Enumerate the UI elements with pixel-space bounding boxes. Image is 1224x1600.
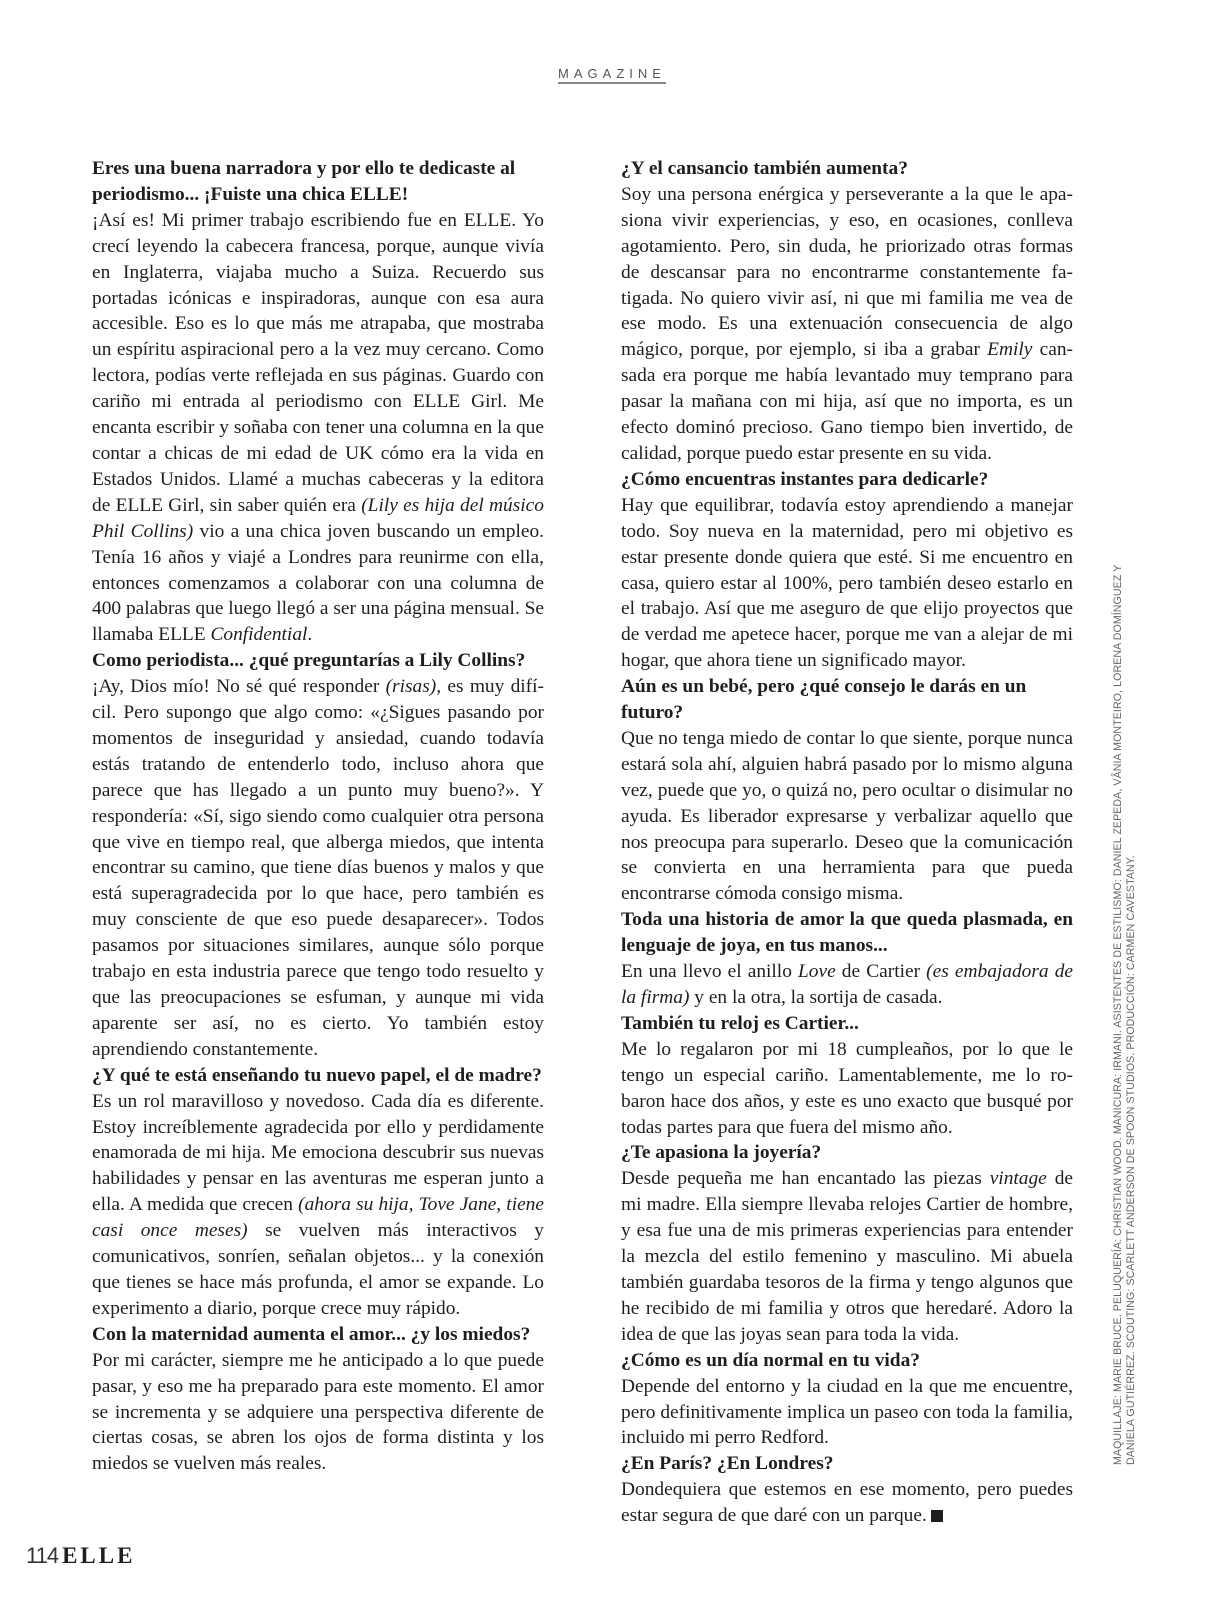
credits-line-2: DANIELA GUTIÉRREZ. SCOUTING: SCARLETT ANDERSON DE SPOON STUDIOS. PRODUCCIÓN: CARMEN CAVESTANY. (1125, 855, 1137, 1465)
answer-text: Es un rol maravilloso y novedoso. Cada día es diferente. Estoy increíblemente agradecida por ello y perdidamente enamorada de mi hija. Me emociona descubrir sus nuevas habilidades y pensar en las aventuras me esperan junto a ella. A medida que crecen (92, 1090, 544, 1216)
interview-answer (621, 726, 1073, 907)
answer-text: Que no tenga miedo de contar lo que siente, porque nunca estará sola ahí, alguien habrá pasado por lo mismo alguna vez, puede que yo, o quizá no, pero ocultar o disimular no ayuda. Es liberador expresarse y verbalizar aquello que nos preocupa para superarlo. Deseo que la comunicación se convierta en una herramienta para que pueda encontrarse cómoda consigo misma. (621, 727, 1073, 905)
answer-text: Por mi carácter, siempre me he anticipado a lo que puede pasar, y eso me ha preparado para este momento. El amor se incrementa y se adquiere una perspectiva diferente de ciertas cosas, se abren los ojos de forma distinta y los miedos se vuelven más reales. (92, 1349, 544, 1475)
photo-credits (1112, 565, 1138, 1465)
answer-text: es muy difícil. Pero supongo que algo como: «¿Sigues pasando por momentos de inseguridad y ansiedad, cuando todavía estás tratando de entenderlo todo, incluso ahora que parece que has llegado a un punto muy bueno?». Y respondería: «Sí, sigo siendo como cualquier otra persona que vive en tiempo real, que alberga miedos, que intenta encontrar su camino, que tiene días buenos y malos y que está superagradecida por lo que hace, pero también es muy consciente de que eso puede desaparecer». Todos pasamos por situaciones similares, aunque sólo porque trabajo en esta industria parece que tengo todo resuelto y que las preocupaciones se esfuman, y aunque mi vida aparente ser así, no es cierto. Yo también estoy aprendiendo constantemente. (92, 676, 544, 1060)
interview-answer (621, 1037, 1073, 1141)
interview-answer (92, 208, 544, 648)
answer-text: y en la otra, la sortija de casada. (689, 987, 943, 1008)
interview-answer (92, 1089, 544, 1322)
interview-question: ¿Cómo es un día normal en tu vida? (621, 1349, 920, 1371)
interview-answer (621, 1166, 1073, 1347)
interview-answer (621, 959, 1073, 1011)
interview-question: Eres una buena narradora y por ello te dedicaste al periodismo... ¡Fuiste una chica ELLE! (92, 158, 516, 205)
answer-text: Hay que equilibrar, todavía estoy aprendiendo a manejar todo. Soy nueva en la maternidad, pero mi objetivo es estar presente donde quiera que esté. Si me encuentro en casa, quiero estar al 100%, pero también deseo estarlo en el trabajo. Así que me aseguro de que elijo proyectos que de verdad me apetece hacer, porque me van a alejar de mi hogar, que ahora tiene un significado mayor. (621, 494, 1073, 672)
interview-question: ¿Y el cansancio también aumenta? (621, 158, 908, 179)
answer-text: cansada era porque me había levantado muy temprano para pasar la mañana con mi hija, así que no importa, es un efecto dominó precioso. Gano tiempo bien invertido, de calidad, porque puedo estar presente en su vida. (621, 339, 1073, 464)
italic-text: (risas), (385, 676, 442, 698)
interview-answer (92, 1348, 544, 1478)
italic-text: Confidential (210, 624, 308, 646)
answer-text: se vuelven más interactivos y comunicativos, sonríen, señalan objetos... y la conexión que tienes se hace más profunda, el amor se expande. Lo experimento a diario, porque crece muy rápido. (92, 1220, 544, 1319)
interview-answer (92, 674, 544, 1063)
interview-question: Como periodista... ¿qué preguntarías a Lily Collins? (92, 650, 526, 672)
answer-text: vio a una chica joven buscando un empleo. Tenía 16 años y viajé a Londres para reunirme con ella, entonces comenzamos a colaborar con una columna de 400 palabras que luego llegó a ser una página mensual. Se llamaba ELLE (92, 520, 544, 646)
interview-question: También tu reloj es Cartier... (621, 1012, 859, 1034)
section-label: MAGAZINE (558, 66, 666, 84)
interview-question: Toda una historia de amor la que queda plasmada, en lenguaje de joya, en tus manos... (621, 909, 1073, 957)
end-of-article-square-icon (931, 1510, 943, 1522)
italic-text: (es embajadora de la firma) (621, 961, 1074, 1008)
italic-text: (Lily es hija del músico Phil Collins) (92, 494, 544, 542)
answer-text: Depende del entorno y la ciudad en la que me encuentre, pero definitivamente implica un paseo con toda la familia, incluido mi perro Redford. (621, 1375, 1073, 1449)
answer-text: Desde pequeña me han encantado las piezas (621, 1168, 990, 1190)
italic-text: Emily (987, 339, 1033, 361)
italic-text: Love (798, 961, 836, 983)
interview-answer (621, 1374, 1073, 1452)
answer-text: de mi madre. Ella siempre llevaba relojes Cartier de hombre, y esa fue una de mis primeras experiencias para entender la mezcla del estilo femenino y masculino. Mi abuela también guardaba tesoros de la firma y tengo algunos que he recibido de mi familia y otros que heredaré. Adoro la idea de que las joyas sean para toda la vida. (621, 1168, 1073, 1345)
interview-question: ¿Y qué te está enseñando tu nuevo papel, el de madre? (92, 1064, 542, 1086)
answer-text: ¡Así es! Mi primer trabajo escribiendo fue en ELLE. Yo crecí leyendo la cabecera francesa, porque, aunque vivía en Inglaterra, viajaba mucho a Suiza. Recuerdo sus portadas icónicas e inspiradoras, aunque con esa aura accesible. Eso es lo que más me atrapaba, que mostraba un espíritu aspiracional pero a la vez muy cercano. Como lectora, podías verte reflejada en sus páginas. Guardo con cariño mi entrada al periodismo con ELLE Girl. Me encanta escribir y soñaba con tener una columna en la que contar a chicas de mi edad de UK cómo era la vida en Estados Unidos. Llamé a muchas cabeceras y la editora de ELLE Girl, sin saber quién era (92, 209, 544, 516)
interview-question: ¿Cómo encuentras instantes para dedicarle? (621, 468, 989, 490)
italic-text: (ahora su hija, Tove Jane, tiene casi once meses) (92, 1194, 544, 1242)
interview-answer (621, 182, 1073, 467)
answer-text: ¡Ay, Dios mío! No sé qué responder (92, 676, 386, 698)
interview-answer (621, 1477, 1073, 1529)
answer-text: En una llevo el anillo (621, 961, 798, 983)
article-column-right (621, 156, 1073, 1529)
interview-question: Con la maternidad aumenta el amor... ¿y los miedos? (92, 1323, 531, 1345)
section-header (0, 66, 1224, 81)
interview-answer (621, 493, 1073, 674)
page-number: 114 (26, 1543, 59, 1568)
answer-text: Me lo regalaron por mi 18 cumpleaños, por lo que le tengo un especial cariño. Lamentablemente, me lo robaron hace dos años, y este es uno exacto que busqué por todas partes para que fuera del mismo año. (621, 1038, 1073, 1138)
italic-text: vintage (989, 1168, 1047, 1190)
answer-text: de Cartier (835, 961, 927, 983)
answer-text: Dondequiera que estemos en ese momento, pero puedes estar segura de que daré con un parque. (621, 1479, 1073, 1527)
interview-question: ¿En París? ¿En Londres? (621, 1453, 834, 1475)
interview-question: Aún es un bebé, pero ¿qué consejo le darás en un futuro? (621, 676, 1027, 724)
answer-text: Soy una persona enérgica y perseverante a la que le apasiona vivir experiencias, y eso, en ocasiones, conlleva agotamiento. Pero, sin duda, he priorizado otras formas de descansar para no encontrarme constantemente fatigada. No quiero vivir así, ni que mi familia me vea de ese modo. Es una extenuación consecuencia de algo mágico, porque, por ejemplo, si iba a grabar (621, 183, 1073, 361)
answer-text: . (307, 624, 313, 646)
page-footer (26, 1543, 135, 1569)
brand-logo: ELLE (62, 1543, 136, 1568)
credits-line-1: MAQUILLAJE: MARIE BRUCE. PELUQUERÍA: CHRISTIAN WOOD. MANICURA: IRMANI. ASISTENTES DE ESTILISMO: DANIEL ZEPEDA, VÂNIA MONTEIRO, LORENA DOMÍNGUEZ Y (1112, 564, 1124, 1465)
article-column-left (92, 156, 544, 1477)
interview-question: ¿Te apasiona la joyería? (621, 1142, 822, 1164)
